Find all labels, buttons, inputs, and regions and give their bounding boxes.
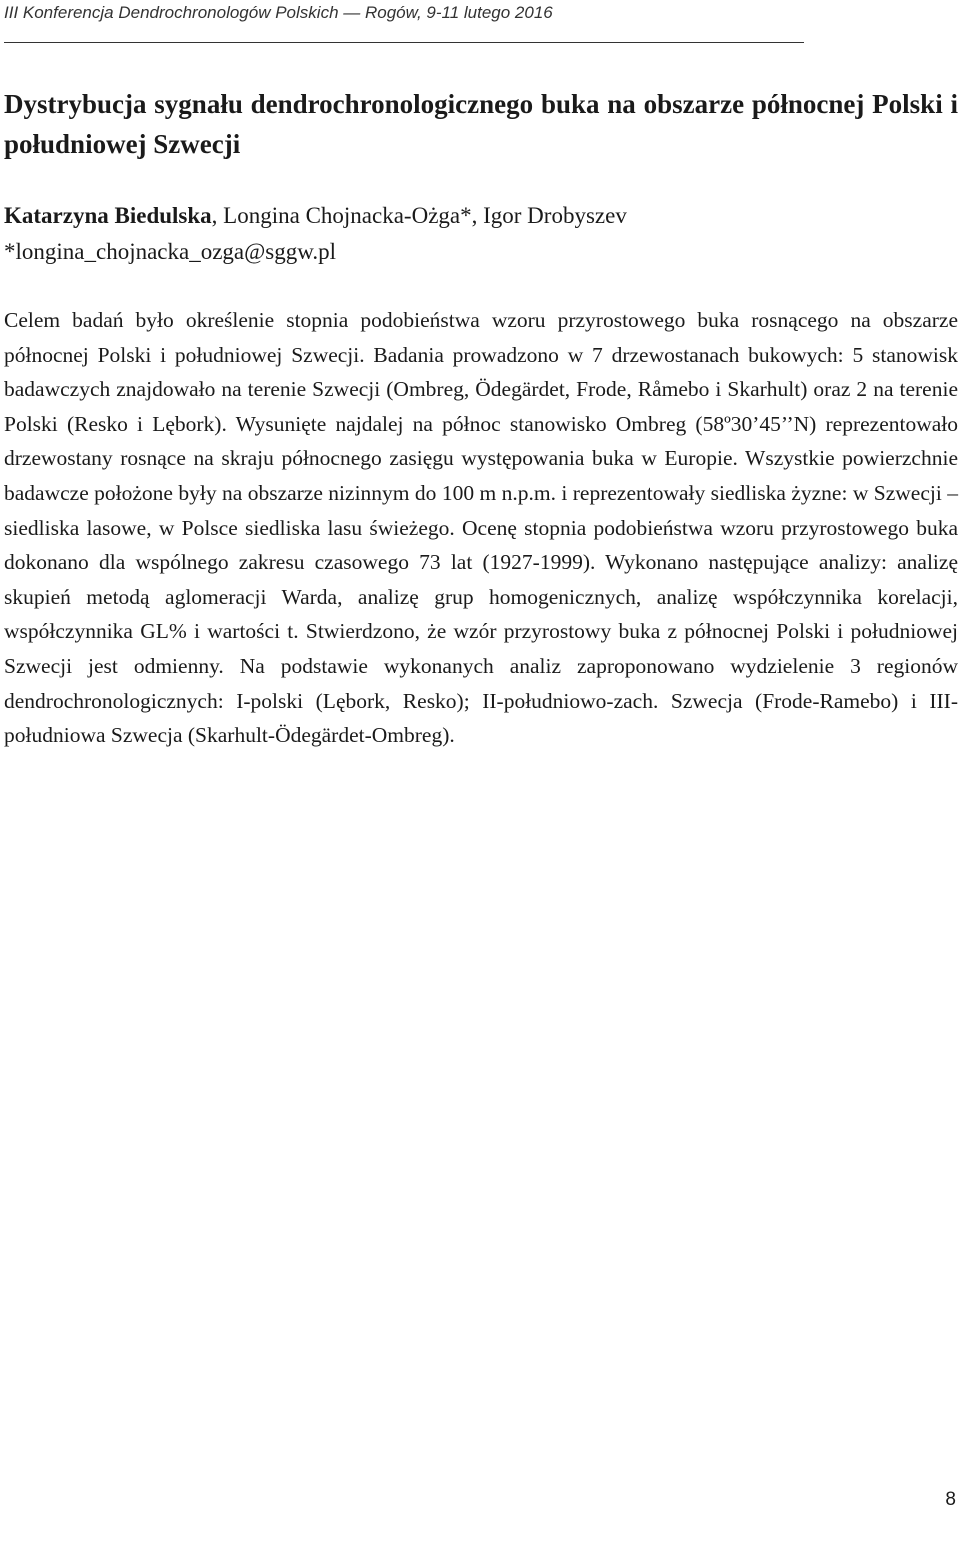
abstract-text: Celem badań było określenie stopnia podobieństwa wzoru przyrostowego buka rosnącego na obszarze północnej Polski i południowej Szwecji. Badania prowadzono w 7 drzewostanach bukowych: 5 stanowisk badawczych znajdowało na terenie Szwecji (Ombreg, Ödegärdet, Frode, Råmebo i Skarhult) oraz 2 na terenie Polski (Resko i Lębork). Wysunięte najdalej na północ stanowisko Ombreg (58º30’45’’N) reprezentowało drzewostany rosnące na skraju północnego zasięgu występowania buka w Europie. Wszystkie powierzchnie badawcze położone były na obszarze nizinnym do 100 m n.p.m. i reprezentowały siedliska żyzne: w Szwecji – siedliska lasowe, w Polsce siedliska lasu świeżego. Ocenę stopnia podobieństwa wzoru przyrostowego buka dokonano dla wspólnego zakresu czasowego 73 lat (1927-1999). Wykonano następujące analizy: analizę skupień metodą aglomeracji Warda, analizę grup homogenicznych, analizę współczynnika korelacji, współczynnika GL% i wartości t. Stwierdzono, że wzór przyrostowy buka z północnej Polski i południowej Szwecji jest odmienny. Na podstawie wykonanych analiz zaproponowano wydzielenie 3 regionów dendrochronologicznych: I-polski (Lębork, Resko); II-południowo-zach. Szwecja (Frode-Ramebo) i III- południowa Szwecja (Skarhult-Ödegärdet-Ombreg). [4,308,958,748]
page-number: 8 [945,1489,956,1510]
co-authors: Longina Chojnacka-Ożga*, Igor Drobyszev [223,203,627,228]
header-divider [4,42,804,43]
article-title: Dystrybucja sygnału dendrochronologicznego buka na obszarze północnej Polski i południowej Szwecji [4,89,958,159]
first-author: Katarzyna Biedulska [4,203,212,228]
running-header: III Konferencja Dendrochronologów Polskich — Rogów, 9-11 lutego 2016 [4,3,553,22]
author-list [4,198,627,234]
author-separator: , [211,203,224,228]
contact-email: *longina_chojnacka_ozga@sggw.pl [4,239,337,264]
